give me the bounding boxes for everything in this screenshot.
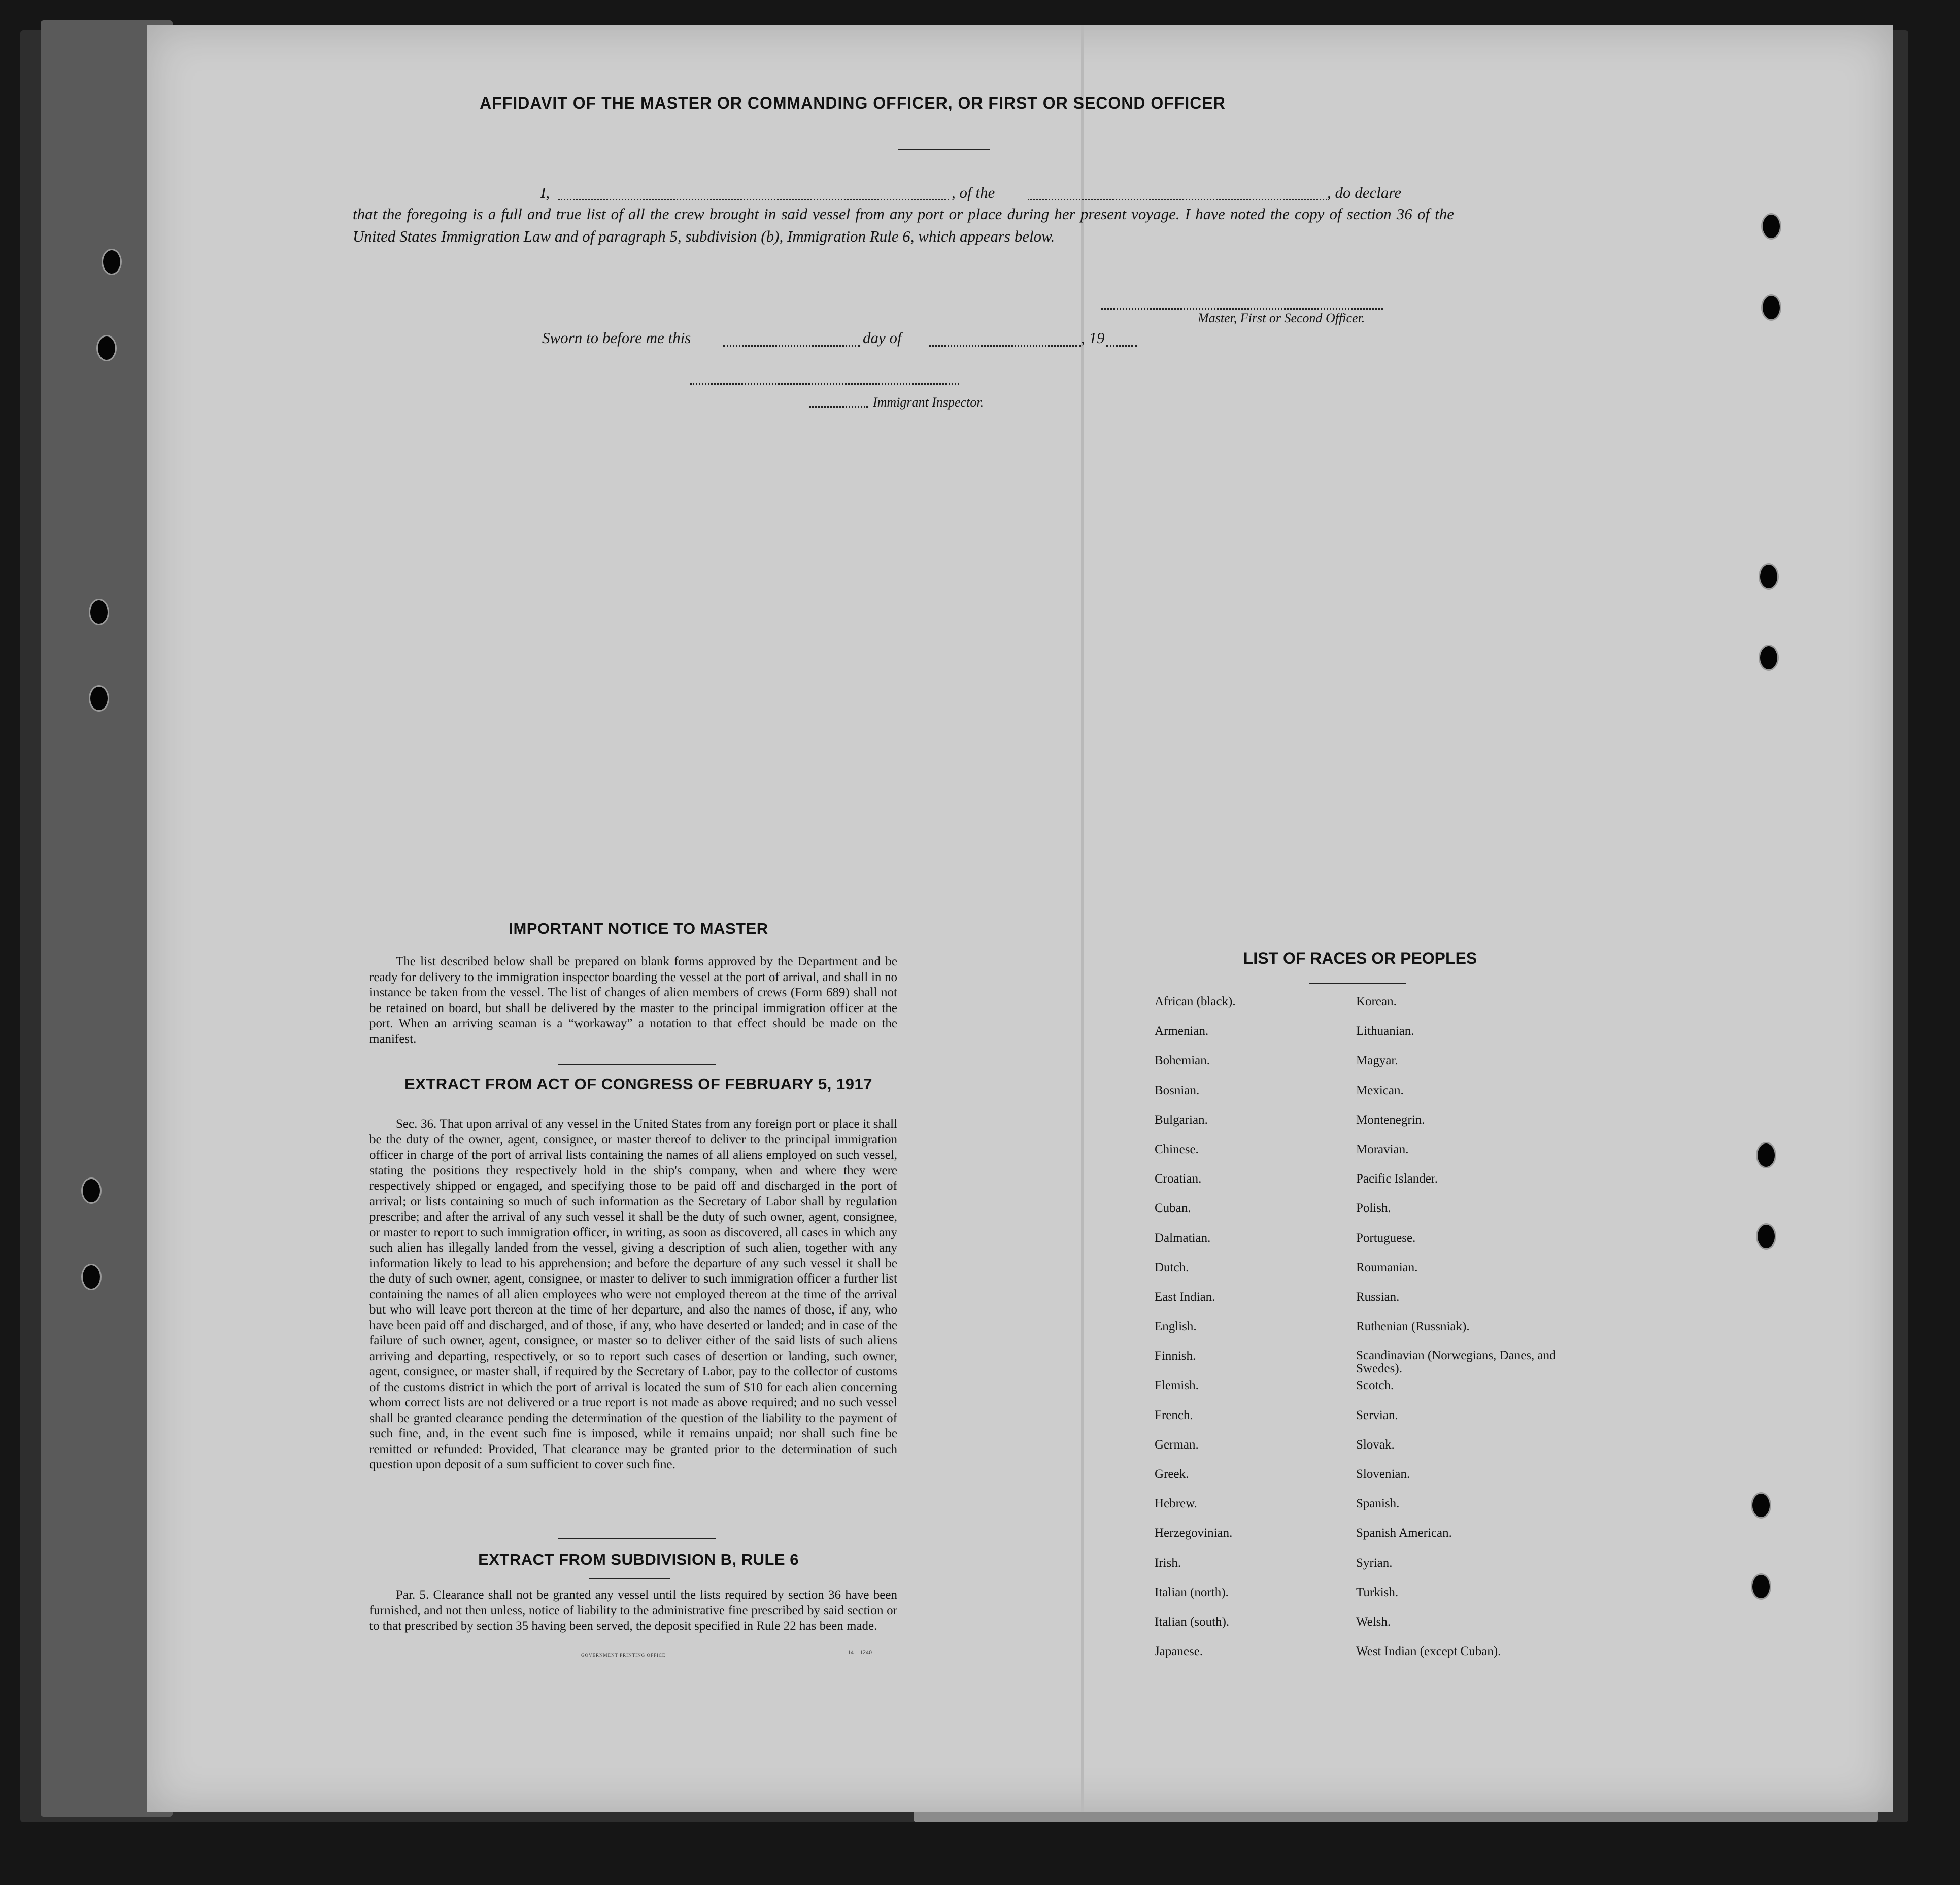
officer-signature-label: Master, First or Second Officer. [1198,311,1365,325]
race-item: Russian. [1356,1290,1400,1304]
page-fold [1081,25,1084,1812]
year-prefix: , 19 [1081,329,1105,347]
day-of-label: day of [863,329,902,347]
race-item: Greek. [1155,1467,1189,1481]
race-item: Lithuanian. [1356,1024,1414,1038]
race-item: East Indian. [1155,1290,1215,1304]
races-title: LIST OF RACES OR PEOPLES [1243,949,1477,967]
vessel-blank[interactable] [1028,199,1327,200]
punch-hole [96,335,117,361]
race-item: Pacific Islander. [1356,1172,1438,1186]
race-item: Japanese. [1155,1644,1203,1659]
sworn-day-blank[interactable] [723,345,860,347]
punch-hole [81,1264,102,1290]
affidavit-of-the: , of the [952,184,995,201]
race-item: Scandinavian (Norwegians, Danes, and Swedes). [1356,1349,1556,1376]
race-item: Portuguese. [1356,1231,1416,1245]
race-item: Bosnian. [1155,1083,1200,1097]
race-item: Slovak. [1356,1437,1395,1452]
notice-title: IMPORTANT NOTICE TO MASTER [509,920,768,937]
form-code: 14—1240 [848,1648,872,1656]
race-item: Croatian. [1155,1172,1202,1186]
affidavit-do-declare: , do declare [1327,184,1402,201]
punch-hole [1759,645,1779,671]
punch-hole [102,249,122,275]
title-rule [898,149,990,150]
punch-hole [1756,1223,1776,1250]
punch-hole [1761,294,1781,321]
race-item: Syrian. [1356,1556,1393,1570]
officer-signature-blank[interactable] [1101,308,1383,310]
punch-hole [89,599,109,625]
name-blank[interactable] [558,199,949,200]
printer-imprint: GOVERNMENT PRINTING OFFICE [581,1653,666,1658]
sworn-month-blank[interactable] [929,345,1081,347]
race-item: English. [1155,1320,1197,1334]
race-item: Bulgarian. [1155,1113,1208,1127]
race-item: Hebrew. [1155,1497,1197,1511]
race-item: Dutch. [1155,1260,1189,1274]
race-item: African (black). [1155,995,1236,1008]
race-item: Moravian. [1356,1142,1409,1156]
act-title: EXTRACT FROM ACT OF CONGRESS OF FEBRUARY 5, 1917 [404,1075,872,1093]
race-item: Polish. [1356,1201,1391,1216]
punch-hole [81,1177,102,1204]
race-item: Servian. [1356,1408,1398,1422]
inspector-name-blank[interactable] [809,406,868,408]
race-item: Irish. [1155,1556,1181,1570]
race-item: Roumanian. [1356,1260,1418,1274]
race-item: Armenian. [1155,1024,1209,1038]
inspector-signature-blank[interactable] [690,383,959,385]
punch-hole [1759,563,1779,590]
race-item: West Indian (except Cuban). [1356,1644,1501,1659]
race-item: Spanish. [1356,1497,1400,1511]
race-item: Magyar. [1356,1054,1398,1068]
race-item: Bohemian. [1155,1054,1210,1068]
races-left-column [1155,995,1236,1674]
punch-hole [1756,1142,1776,1168]
race-item: Mexican. [1356,1083,1404,1097]
races-right-column [1356,995,1569,1674]
document-page [147,25,1893,1812]
race-item: Scotch. [1356,1378,1394,1393]
race-item: Slovenian. [1356,1467,1410,1481]
sworn-year-blank[interactable] [1106,345,1137,347]
race-item: Finnish. [1155,1349,1196,1363]
affidavit-body: that the foregoing is a full and true list of all the crew brought in said vessel from any port or place during her present voyage. I have noted the copy of section 36 of the United States Immigration Law and of paragraph 5, subdivision (b), Immigration Rule 6, which appears below. [353,205,1454,245]
punch-hole [1761,213,1781,240]
race-item: Welsh. [1356,1614,1391,1629]
sworn-label: Sworn to before me this [542,329,691,347]
race-item: Italian (south). [1155,1614,1230,1629]
section-rule [558,1064,716,1065]
race-item: Ruthenian (Russniak). [1356,1320,1470,1334]
punch-hole [89,685,109,712]
affidavit-title: AFFIDAVIT OF THE MASTER OR COMMANDING OFFICER, OR FIRST OR SECOND OFFICER [480,94,1226,112]
race-item: Italian (north). [1155,1585,1229,1599]
race-item: Spanish American. [1356,1526,1452,1540]
title-rule [1309,983,1406,984]
race-item: Cuban. [1155,1201,1191,1216]
rule-title: EXTRACT FROM SUBDIVISION B, RULE 6 [478,1551,799,1568]
section-rule [558,1538,716,1539]
race-item: Montenegrin. [1356,1113,1425,1127]
inspector-label: Immigrant Inspector. [873,395,984,410]
affidavit-i-label: I, [540,184,550,201]
race-item: Chinese. [1155,1142,1199,1156]
notice-body: The list described below shall be prepared on blank forms approved by the Department and be ready for delivery to the immigration inspector boarding the vessel at the port of arrival, and shall in no instance be taken from the vessel. The list of changes of alien members of crews (Form 689) shall not be retained on board, but shall be delivered by the master to the principal immigration officer at the port. When an arriving seaman is a “workaway” a notation to that effect should be made on the manifest. [369,955,897,1046]
race-item: German. [1155,1437,1199,1452]
race-item: Dalmatian. [1155,1231,1211,1245]
punch-hole [1751,1492,1771,1519]
punch-hole [1751,1573,1771,1600]
race-item: Flemish. [1155,1378,1199,1393]
act-body: Sec. 36. That upon arrival of any vessel in the United States from any foreign port or place it shall be the duty of the owner, agent, consignee, or master thereof to deliver to the principal immigration officer in charge of the port of arrival lists containing the names of all aliens employed on such vessel, stating the positions they respectively hold in the ship's company, when and where they were respectively shipped or engaged, and specifying those to be paid off and discharged in the port of arrival; or lists containing so much of such information as the Secretary of Labor shall by regulation prescribe; and after the arrival of any such vessel it shall be the duty of such owner, agent, consignee, or master to report to such immigration officer, in writing, as soon as discovered, all cases in which any such alien has illegally landed from the vessel, giving a description of such alien, together with any information likely to lead to his apprehension; and before the departure of any such vessel it shall be the duty of such owner, agent, consignee, or master to deliver to such immigration officer a further list containing the names of all alien employees who were not employed thereon at the time of the arrival but who will leave port thereon at the time of her departure, and also the names of those, if any, who have been paid off and discharged, and of those, if any, who have deserted or landed; and in case of the failure of such owner, agent, consignee, or master so to deliver either of the said lists of such aliens arriving and departing, respectively, or so to report such cases of desertion or landing, such owner, agent, consignee, or master shall, if required by the Secretary of Labor, pay to the collector of customs of the customs district in which the port of arrival is located the sum of $10 for each alien concerning whom correct lists are not delivered or a true report is not made as above required; and no such vessel shall be granted clearance pending the determination of the question of the liability to the payment of such fine, and, in the event such fine is imposed, while it remains unpaid; nor shall such fine be remitted or refunded: Provided, That clearance may be granted prior to the determination of such question upon deposit of a sum sufficient to cover such fine. [369,1117,897,1471]
rule-body: Par. 5. Clearance shall not be granted any vessel until the lists required by section 36 have been furnished, and not then unless, notice of liability to the administrative fine prescribed by said section or to that prescribed by section 35 having been served, the deposit specified in Rule 22 has been made. [369,1588,897,1633]
title-rule [589,1578,670,1579]
race-item: Korean. [1356,995,1397,1008]
race-item: Turkish. [1356,1585,1399,1599]
race-item: Herzegovinian. [1155,1526,1233,1540]
race-item: French. [1155,1408,1193,1422]
